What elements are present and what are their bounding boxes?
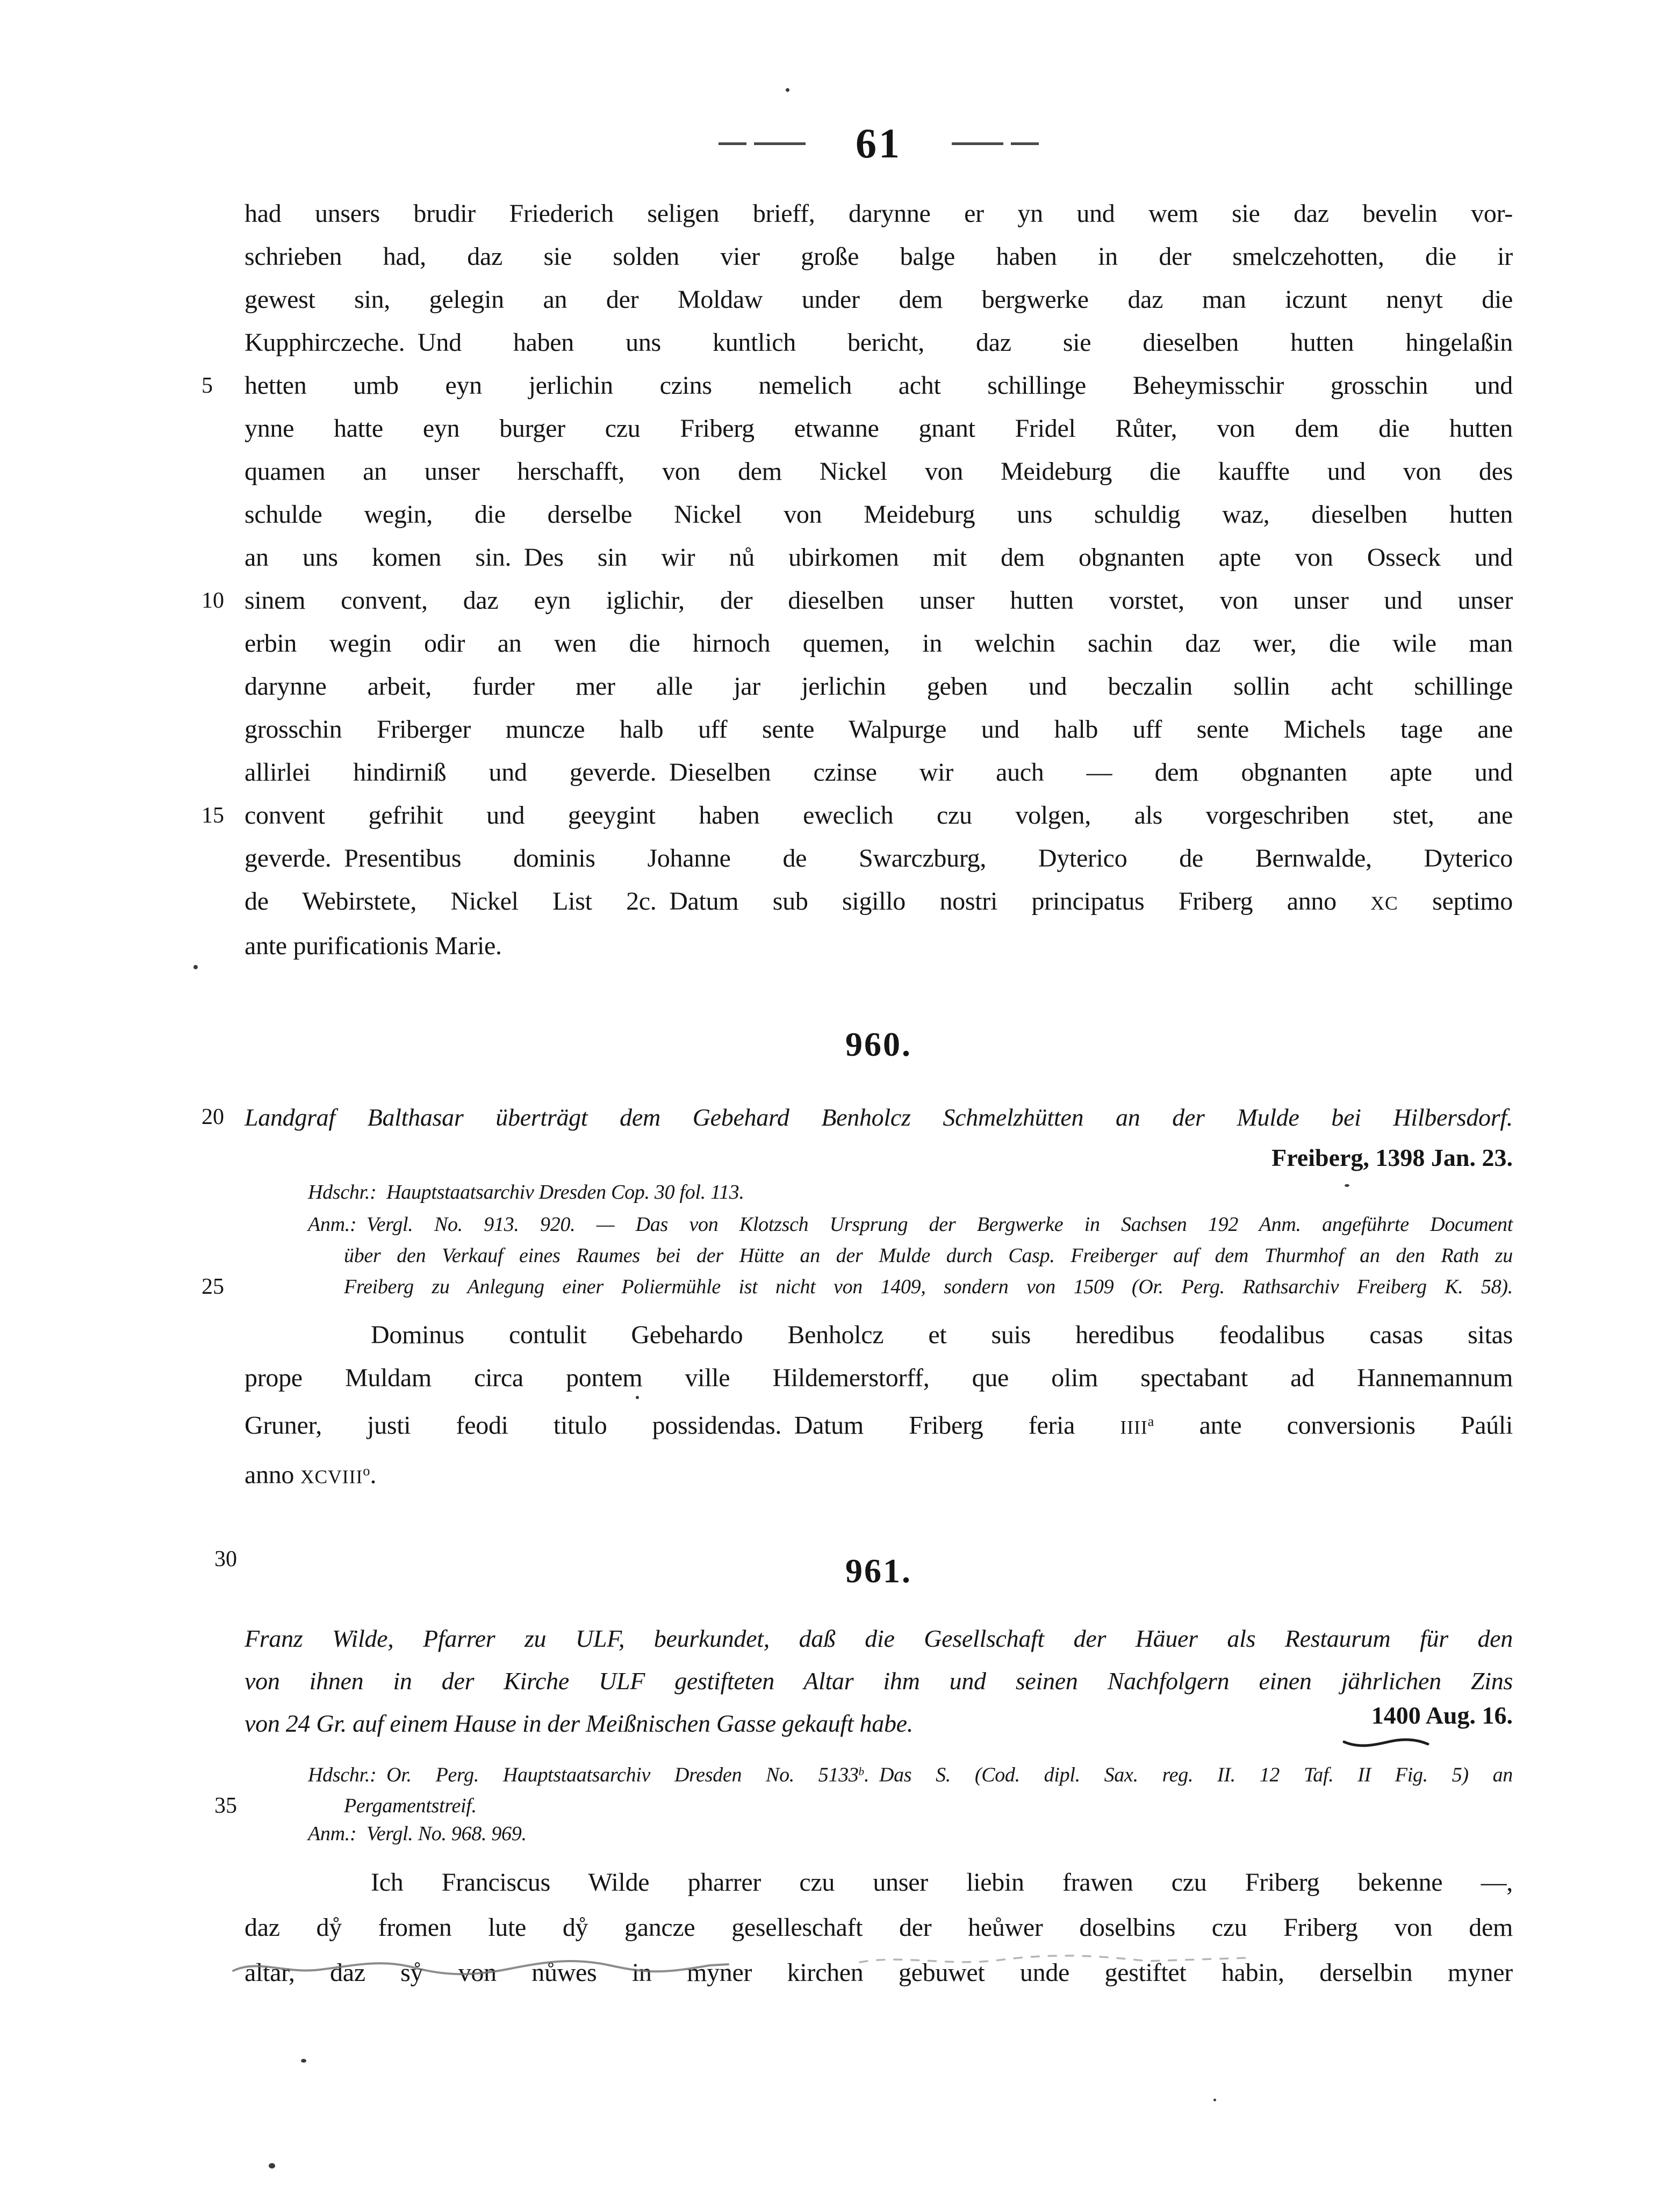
date-flourish-mark xyxy=(1341,1730,1432,1752)
text-segment: Hdschr.: Hauptstaatsarchiv Dresden Cop. 30 fol. 113. xyxy=(308,1181,744,1204)
text-segment: . xyxy=(370,1460,377,1489)
header-dash-right-short xyxy=(1011,142,1039,145)
text-segment: anno xyxy=(245,1460,300,1489)
page-number: 61 xyxy=(856,120,902,167)
text-line xyxy=(202,1096,1513,1139)
header-dash-left-short xyxy=(719,142,746,145)
text-segment: geverde. Presentibus dominis Johanne de Swarczburg, Dyterico de Bernwalde, Dyterico xyxy=(245,844,1513,873)
text-line xyxy=(245,278,1513,321)
text-line xyxy=(245,1756,1513,1790)
text-segment: Kupphirczeche. Und haben uns kuntlich bericht, daz sie dieselben hutten hingelaßin xyxy=(245,328,1513,357)
text-segment: ante purificationis Marie. xyxy=(245,932,502,960)
entry-961-number: 961. xyxy=(845,1552,912,1590)
margin-line-number: 25 xyxy=(202,1274,224,1299)
page-header xyxy=(245,114,1513,173)
margin-line-number: 15 xyxy=(202,803,224,828)
text-segment: quamen an unser herschafft, von dem Nickel von Meideburg die kauffte und von des xyxy=(245,457,1513,486)
text-segment: schrieben had, daz sie solden vier große balge haben in der smelczehotten, die ir xyxy=(245,242,1513,271)
text-segment: Anm.: Vergl. No. 913. 920. — Das von Klotzsch Ursprung der Bergwerke in Sachsen 192 Anm. angeführte Document xyxy=(308,1213,1513,1236)
margin-line-number: 20 xyxy=(202,1105,224,1129)
text-line xyxy=(245,925,1513,968)
text-line xyxy=(202,1271,1513,1302)
text-segment: erbin wegin odir an wen die hirnoch quemen, in welchin sachin daz wer, die wile man xyxy=(245,629,1513,658)
superscript-text: b xyxy=(858,1765,865,1778)
text-segment: daz dẙ fromen lute dẙ gancze geselleschaft der heůwer doselbins czu Friberg von dem xyxy=(245,1913,1513,1942)
text-segment: grosschin Friberger muncze halb uff sente Walpurge und halb uff sente Michels tage ane xyxy=(245,715,1513,744)
scan-speck xyxy=(636,1396,639,1399)
text-line xyxy=(202,364,1513,407)
text-segment: Ich Franciscus Wilde pharrer czu unser liebin frawen czu Friberg bekenne —, xyxy=(371,1868,1513,1897)
text-segment: convent gefrihit und geeygint haben eweclich czu volgen, als vorgeschriben stet, ane xyxy=(245,801,1513,830)
entry-961-source-note xyxy=(214,1756,1513,1821)
text-segment: Pergamentstreif. xyxy=(344,1795,477,1818)
text-line xyxy=(245,880,1513,925)
text-line xyxy=(245,450,1513,493)
entry-960-date: Freiberg, 1398 Jan. 23. xyxy=(1271,1144,1513,1171)
text-line xyxy=(245,665,1513,708)
entry-961-date: 1400 Aug. 16. xyxy=(1371,1702,1513,1729)
text-line xyxy=(245,192,1513,235)
superscript-text: a xyxy=(1147,1413,1154,1429)
text-line xyxy=(245,837,1513,880)
text-line xyxy=(245,321,1513,364)
scan-speck xyxy=(1213,2099,1216,2101)
text-segment: ynne hatte eyn burger czu Friberg etwanne gnant Fridel Růter, von dem die hutten xyxy=(245,414,1513,443)
scan-speck xyxy=(269,2163,275,2168)
text-line xyxy=(245,1905,1513,1950)
text-segment: sinem convent, daz eyn iglichir, der dieselben unser hutten vorstet, von unser und unser xyxy=(245,586,1513,615)
text-line xyxy=(245,622,1513,665)
text-line xyxy=(245,407,1513,450)
text-segment: hetten umb eyn jerlichin czins nemelich acht schillinge Beheymisschir grosschin und xyxy=(245,371,1513,400)
text-segment: septimo xyxy=(1398,887,1513,916)
text-segment: Hdschr.: Or. Perg. Hauptstaatsarchiv Dresden No. 5133 xyxy=(308,1763,859,1786)
entry-961-heading xyxy=(214,1546,1513,1596)
smallcaps-text: IIII xyxy=(1120,1416,1148,1438)
text-segment: gewest sin, gelegin an der Moldaw under dem bergwerke daz man iczunt nenyt die xyxy=(245,285,1513,314)
text-line xyxy=(245,1449,1513,1498)
text-line xyxy=(245,1209,1513,1240)
text-segment: an uns komen sin. Des sin wir nů ubirkomen mit dem obgnanten apte von Osseck und xyxy=(245,543,1513,572)
text-line xyxy=(214,1790,1513,1821)
text-line xyxy=(245,708,1513,751)
margin-line-number: 5 xyxy=(202,373,213,398)
entry-960-source-note xyxy=(245,1177,1513,1208)
text-line xyxy=(245,1860,1513,1905)
pencil-underline-mark xyxy=(226,1949,1290,1987)
header-dash-left-long xyxy=(754,142,806,145)
text-segment: Freiberg zu Anlegung einer Poliermühle ist nicht von 1409, sondern von 1509 (Or. Perg. Rathsarchiv Freiberg K. 58). xyxy=(344,1276,1513,1298)
entry-960-regest xyxy=(202,1096,1513,1139)
margin-line-number: 35 xyxy=(214,1793,237,1819)
scan-speck xyxy=(786,88,789,92)
text-segment: von ihnen in der Kirche ULF gestifteten Altar ihm und seinen Nachfolgern einen jährlichen Zins xyxy=(245,1667,1513,1695)
text-line xyxy=(245,1400,1513,1449)
text-line xyxy=(245,235,1513,278)
text-line xyxy=(245,1240,1513,1271)
text-segment: Franz Wilde, Pfarrer zu ULF, beurkundet, daß die Gesellschaft der Häuer als Restaurum für den xyxy=(245,1625,1513,1652)
text-segment: allirlei hindirniß und geverde. Dieselben czinse wir auch — dem obgnanten apte und xyxy=(245,758,1513,787)
text-segment: had unsers brudir Friederich seligen brieff, darynne er yn und wem sie daz bevelin vor- xyxy=(245,199,1513,228)
smallcaps-text: XCVIII xyxy=(300,1466,363,1488)
text-line xyxy=(245,1617,1513,1660)
margin-line-number: 10 xyxy=(202,588,224,613)
text-segment: von 24 Gr. auf einem Hause in der Meißnischen Gasse gekauft habe. xyxy=(245,1710,913,1737)
entry-961-annotation xyxy=(245,1818,1513,1849)
scan-speck xyxy=(301,2059,306,2063)
text-segment: Gruner, justi feodi titulo possidendas. Datum Friberg feria xyxy=(245,1411,1120,1440)
text-line xyxy=(245,536,1513,579)
charter-959-continuation-text xyxy=(202,192,1513,968)
entry-960-charter-text xyxy=(245,1314,1513,1498)
text-segment: Dominus contulit Gebehardo Benholcz et suis heredibus feodalibus casas sitas xyxy=(371,1321,1513,1349)
text-segment: über den Verkauf eines Raumes bei der Hütte an der Mulde durch Casp. Freiberger auf dem Thurmhof an den Rath zu xyxy=(344,1244,1513,1267)
text-line xyxy=(202,794,1513,837)
text-segment: de Webirstete, Nickel List 2c. Datum sub sigillo nostri principatus Friberg anno xyxy=(245,887,1371,916)
text-line xyxy=(245,1818,1513,1849)
scan-speck xyxy=(1345,1184,1349,1187)
text-segment: darynne arbeit, furder mer alle jar jerlichin geben und beczalin sollin acht schillinge xyxy=(245,672,1513,701)
text-line xyxy=(245,751,1513,794)
text-line xyxy=(245,1177,1513,1208)
header-dash-right-long xyxy=(952,142,1003,145)
entry-960-annotation xyxy=(202,1209,1513,1302)
margin-line-number: 30 xyxy=(214,1547,237,1572)
text-segment: altar, daz sẙ von nůwes in myner kirchen gebuwet unde gestiftet habin, derselbin myner xyxy=(245,1958,1513,1987)
text-segment: Anm.: Vergl. No. 968. 969. xyxy=(308,1822,527,1845)
scan-speck xyxy=(193,965,198,969)
text-segment: . Das S. (Cod. dipl. Sax. reg. II. 12 Taf. II Fig. 5) an xyxy=(864,1763,1513,1786)
text-line xyxy=(202,579,1513,622)
text-line xyxy=(245,1314,1513,1357)
entry-960-heading xyxy=(245,1020,1513,1069)
text-segment: ante conversionis Paúli xyxy=(1154,1411,1513,1440)
superscript-text: o xyxy=(363,1462,370,1479)
entry-960-number: 960. xyxy=(845,1025,912,1063)
text-line xyxy=(245,1357,1513,1400)
text-line xyxy=(245,1660,1513,1702)
text-line xyxy=(245,493,1513,536)
smallcaps-text: XC xyxy=(1370,892,1398,914)
text-segment: schulde wegin, die derselbe Nickel von Meideburg uns schuldig waz, dieselben hutten xyxy=(245,500,1513,529)
text-segment: prope Muldam circa pontem ville Hildemerstorff, que olim spectabant ad Hannemannum xyxy=(245,1364,1513,1392)
text-segment: Landgraf Balthasar überträgt dem Gebehard Benholcz Schmelzhütten an der Mulde bei Hilbersdorf. xyxy=(245,1104,1513,1131)
